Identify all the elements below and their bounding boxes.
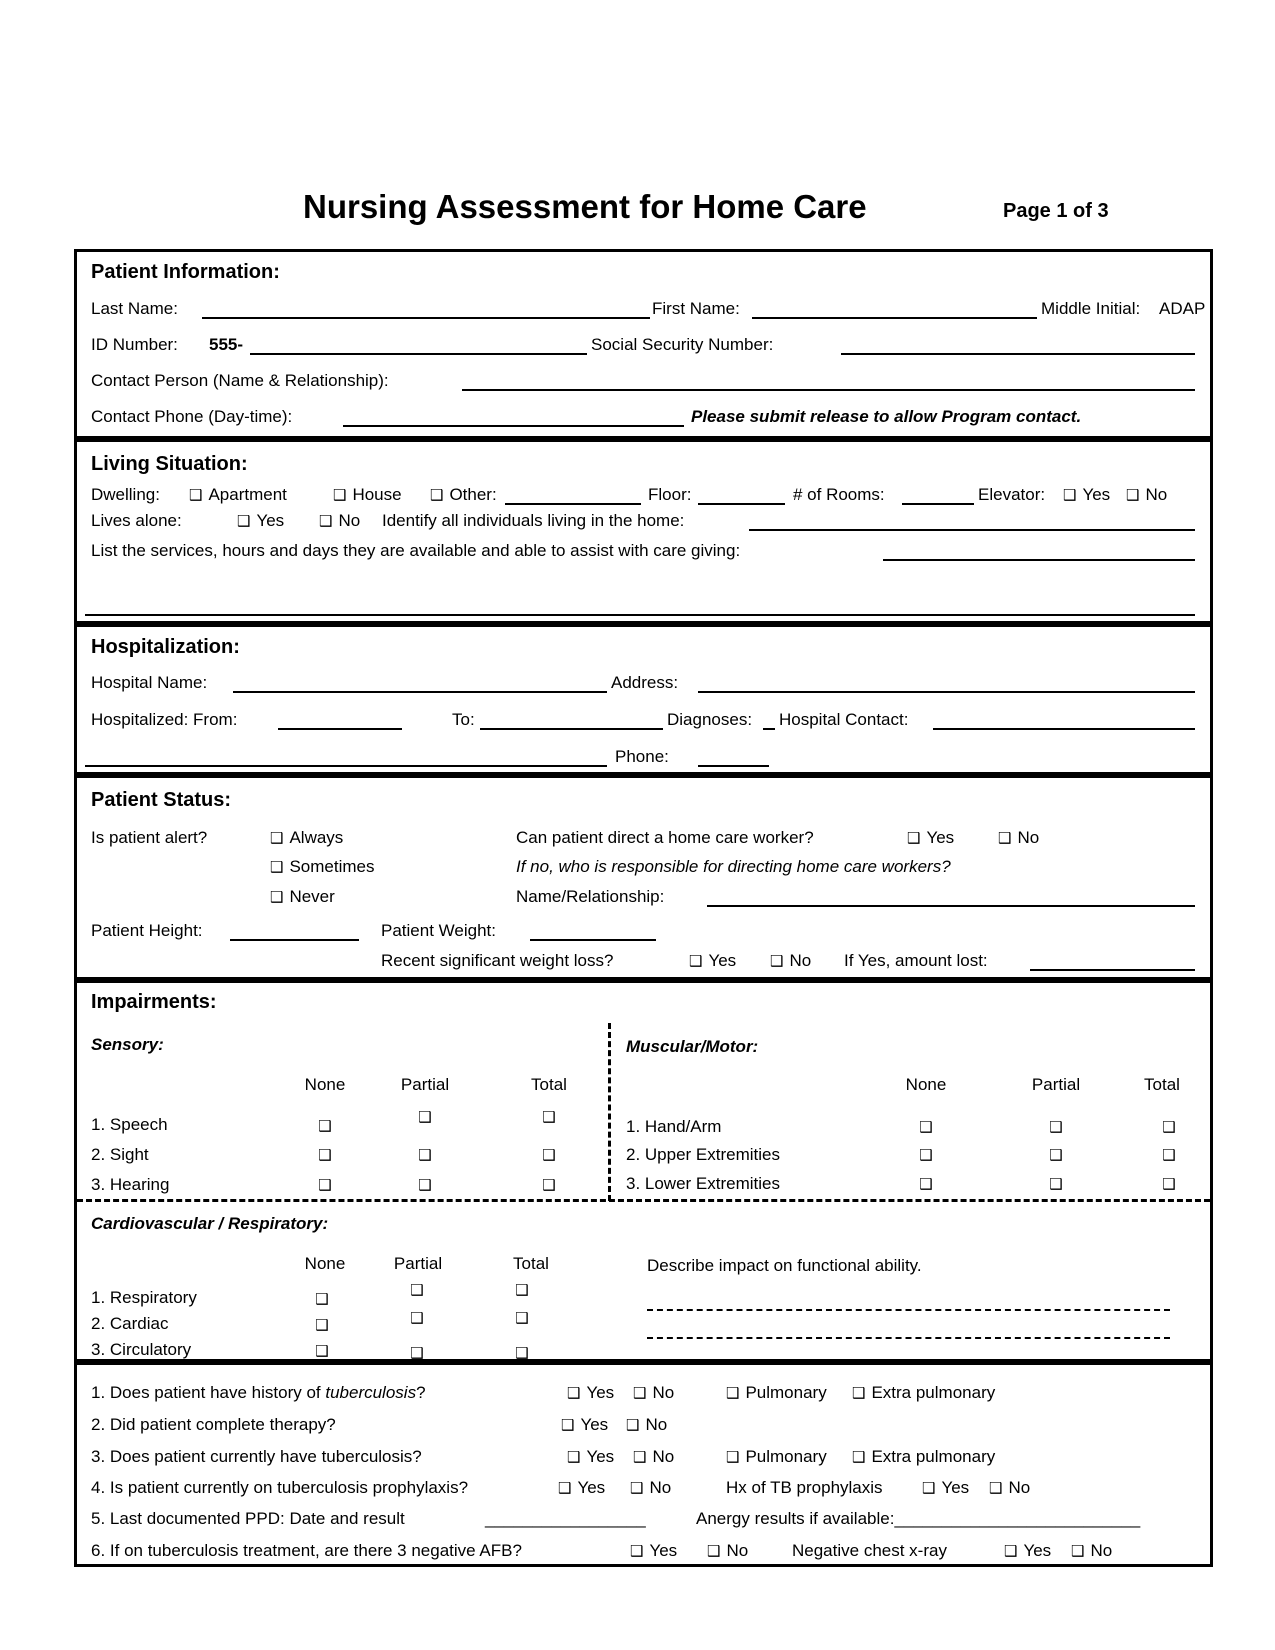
checkbox-icon[interactable]: ❑ — [770, 952, 784, 970]
checkbox-icon[interactable]: ❑ — [907, 829, 921, 847]
checkbox-house[interactable] — [333, 484, 402, 506]
checkbox-icon[interactable]: ❑ — [726, 1384, 740, 1402]
checkbox-elevator-no[interactable] — [1126, 484, 1167, 506]
checkbox-respiratory-partial[interactable]: ❑ — [410, 1281, 424, 1299]
id-number-prefix: 555- — [209, 335, 244, 354]
checkbox-q2-no[interactable] — [626, 1414, 667, 1436]
sensory-row-sight: 2. Sight — [91, 1145, 149, 1164]
page-indicator: Page 1 of 3 — [1003, 200, 1109, 222]
checkbox-q1-extra-pulmonary[interactable] — [852, 1382, 995, 1404]
no-label: No — [652, 1383, 675, 1402]
tb-q1: 1. Does patient have history of tuberculosis? — [91, 1383, 426, 1402]
last-name-label: Last Name: — [91, 299, 178, 318]
yes-label: Yes — [926, 828, 955, 847]
checkbox-q1-pulmonary[interactable] — [726, 1382, 827, 1404]
checkbox-icon[interactable]: ❑ — [430, 486, 444, 504]
describe-impact-label: Describe impact on functional ability. — [647, 1256, 922, 1275]
sensory-row-hearing: 3. Hearing — [91, 1175, 170, 1194]
checkbox-icon[interactable]: ❑ — [237, 512, 251, 530]
checkbox-hand-arm-partial[interactable]: ❑ — [1049, 1118, 1063, 1136]
muscular-col-partial: Partial — [1031, 1075, 1081, 1094]
sensory-heading: Sensory: — [91, 1035, 164, 1054]
hospital-contact-label: Hospital Contact: — [779, 710, 909, 729]
negative-xray-label: Negative chest x-ray — [792, 1541, 947, 1560]
patient-status-heading: Patient Status: — [91, 789, 232, 811]
anergy-results — [696, 1508, 1140, 1530]
checkbox-icon[interactable]: ❑ — [1126, 486, 1140, 504]
ppd-result-field[interactable]: _________________ — [485, 1509, 646, 1528]
section-patient-status — [74, 775, 1213, 980]
checkbox-icon[interactable]: ❑ — [558, 1479, 572, 1497]
checkbox-q4-no[interactable] — [630, 1477, 671, 1499]
first-name-label: First Name: — [652, 299, 740, 318]
yes-label: Yes — [256, 511, 285, 530]
checkbox-apartment[interactable] — [189, 484, 287, 506]
sensory-row-speech: 1. Speech — [91, 1115, 168, 1134]
yes-label: Yes — [649, 1541, 678, 1560]
checkbox-alert-never[interactable] — [270, 886, 335, 908]
hospital-contact-field[interactable] — [933, 728, 1195, 730]
checkbox-sight-none[interactable]: ❑ — [318, 1146, 332, 1164]
checkbox-q3-yes[interactable] — [567, 1446, 614, 1468]
elevator-label: Elevator: — [978, 485, 1046, 504]
checkbox-icon[interactable]: ❑ — [630, 1542, 644, 1560]
checkbox-direct-no[interactable] — [998, 827, 1039, 849]
checkbox-q6-no[interactable] — [707, 1540, 748, 1562]
last-name-field[interactable] — [202, 317, 650, 319]
ssn-field[interactable] — [841, 353, 1195, 355]
checkbox-cardiac-total[interactable]: ❑ — [515, 1309, 529, 1327]
checkbox-icon[interactable]: ❑ — [633, 1448, 647, 1466]
patient-information-heading: Patient Information: — [91, 261, 280, 283]
contact-person-field[interactable] — [462, 389, 1195, 391]
to-date-field[interactable] — [480, 728, 663, 730]
muscular-row-upper: 2. Upper Extremities — [626, 1145, 780, 1164]
no-label: No — [652, 1447, 675, 1466]
section-tuberculosis — [74, 1362, 1213, 1567]
checkbox-icon[interactable]: ❑ — [189, 486, 203, 504]
never-label: Never — [289, 887, 335, 906]
release-note: Please submit release to allow Program contact. — [691, 407, 1082, 426]
cardio-col-none: None — [304, 1254, 346, 1273]
tb-q6: 6. If on tuberculosis treatment, are there 3 negative AFB? — [91, 1541, 522, 1560]
no-label: No — [338, 511, 361, 530]
checkbox-icon[interactable]: ❑ — [852, 1448, 866, 1466]
pulmonary-label: Pulmonary — [745, 1383, 827, 1402]
identify-individuals-label: Identify all individuals living in the home: — [382, 511, 685, 530]
address-field[interactable] — [698, 691, 1195, 693]
checkbox-xray-no[interactable] — [1071, 1540, 1112, 1562]
id-number-field[interactable] — [250, 353, 587, 355]
checkbox-icon[interactable]: ❑ — [1004, 1542, 1018, 1560]
subsection-divider — [77, 1199, 1210, 1202]
muscular-col-none: None — [905, 1075, 947, 1094]
hospital-name-field[interactable] — [233, 691, 607, 693]
cardio-row-circulatory: 3. Circulatory — [91, 1340, 192, 1359]
checkbox-other-dwelling[interactable] — [430, 484, 497, 506]
checkbox-cardiac-partial[interactable]: ❑ — [410, 1309, 424, 1327]
yes-label: Yes — [580, 1415, 609, 1434]
tb-q3: 3. Does patient currently have tuberculosis? — [91, 1447, 422, 1466]
yes-label: Yes — [1082, 485, 1111, 504]
checkbox-elevator-yes[interactable] — [1063, 484, 1110, 506]
checkbox-respiratory-none[interactable]: ❑ — [315, 1290, 329, 1308]
weight-loss-label: Recent significant weight loss? — [381, 951, 614, 970]
direct-worker-label: Can patient direct a home care worker? — [516, 828, 814, 847]
checkbox-icon[interactable]: ❑ — [689, 952, 703, 970]
contact-phone-label: Contact Phone (Day-time): — [91, 407, 293, 426]
checkbox-direct-yes[interactable] — [907, 827, 954, 849]
checkbox-hx-no[interactable] — [989, 1477, 1030, 1499]
extra-pulmonary-label: Extra pulmonary — [871, 1383, 996, 1402]
no-label: No — [789, 951, 812, 970]
checkbox-icon[interactable]: ❑ — [626, 1416, 640, 1434]
middle-initial-value: ADAP — [1159, 299, 1206, 318]
cardio-col-partial: Partial — [393, 1254, 443, 1273]
sensory-col-partial: Partial — [400, 1075, 450, 1094]
checkbox-circulatory-none[interactable]: ❑ — [315, 1342, 329, 1360]
hx-tb-prophylaxis-label: Hx of TB prophylaxis — [726, 1478, 883, 1497]
checkbox-icon[interactable]: ❑ — [630, 1479, 644, 1497]
cardio-row-cardiac: 2. Cardiac — [91, 1314, 169, 1333]
checkbox-cardiac-none[interactable]: ❑ — [315, 1316, 329, 1334]
checkbox-upper-total[interactable]: ❑ — [1162, 1146, 1176, 1164]
form-title: Nursing Assessment for Home Care — [303, 188, 867, 225]
section-patient-information — [74, 249, 1213, 439]
impact-field-1[interactable] — [647, 1309, 1170, 1311]
no-label: No — [1008, 1478, 1031, 1497]
rooms-field[interactable] — [902, 503, 974, 505]
checkbox-lower-partial[interactable]: ❑ — [1049, 1175, 1063, 1193]
sometimes-label: Sometimes — [289, 857, 375, 876]
checkbox-alert-sometimes[interactable] — [270, 856, 374, 878]
first-name-field[interactable] — [752, 317, 1037, 319]
middle-initial-label: Middle Initial: — [1041, 299, 1141, 318]
cardio-col-total: Total — [513, 1254, 549, 1273]
checkbox-icon[interactable]: ❑ — [333, 486, 347, 504]
checkbox-q6-yes[interactable] — [630, 1540, 677, 1562]
services-field-1[interactable] — [883, 559, 1195, 561]
checkbox-icon[interactable]: ❑ — [567, 1384, 581, 1402]
name-relationship-field[interactable] — [707, 905, 1195, 907]
impairments-heading: Impairments: — [91, 991, 217, 1013]
section-living-situation — [74, 439, 1213, 624]
amount-lost-field[interactable] — [1030, 969, 1195, 971]
from-date-field[interactable] — [278, 728, 402, 730]
phone-label: Phone: — [615, 747, 669, 766]
name-relationship-label: Name/Relationship: — [516, 887, 665, 906]
living-situation-heading: Living Situation: — [91, 453, 248, 475]
muscular-row-lower: 3. Lower Extremities — [626, 1174, 780, 1193]
checkbox-q2-yes[interactable] — [561, 1414, 608, 1436]
form-body — [74, 249, 1213, 1567]
contact-person-label: Contact Person (Name & Relationship): — [91, 371, 389, 390]
checkbox-hearing-partial[interactable]: ❑ — [418, 1176, 432, 1194]
checkbox-icon[interactable]: ❑ — [567, 1448, 581, 1466]
sensory-col-total: Total — [531, 1075, 567, 1094]
patient-height-label: Patient Height: — [91, 921, 203, 940]
cardio-heading: Cardiovascular / Respiratory: — [91, 1214, 329, 1233]
checkbox-icon[interactable]: ❑ — [319, 512, 333, 530]
anergy-field[interactable]: __________________________ — [894, 1509, 1141, 1528]
checkbox-icon[interactable]: ❑ — [561, 1416, 575, 1434]
other-label: Other: — [449, 485, 497, 504]
checkbox-lower-none[interactable]: ❑ — [919, 1175, 933, 1193]
muscular-col-total: Total — [1144, 1075, 1180, 1094]
anergy-label: Anergy results if available: — [696, 1509, 895, 1528]
checkbox-hand-arm-none[interactable]: ❑ — [919, 1118, 933, 1136]
checkbox-weight-loss-yes[interactable] — [689, 950, 736, 972]
patient-weight-field[interactable] — [530, 939, 656, 941]
impact-field-2[interactable] — [647, 1337, 1170, 1339]
checkbox-lives-alone-yes[interactable] — [237, 510, 284, 532]
section-hospitalization — [74, 624, 1213, 775]
other-dwelling-field[interactable] — [505, 503, 641, 505]
checkbox-q3-extra-pulmonary[interactable] — [852, 1446, 995, 1468]
checkbox-icon[interactable]: ❑ — [707, 1542, 721, 1560]
checkbox-icon[interactable]: ❑ — [633, 1384, 647, 1402]
muscular-heading: Muscular/Motor: — [626, 1037, 759, 1056]
yes-label: Yes — [577, 1478, 606, 1497]
checkbox-q3-pulmonary[interactable] — [726, 1446, 827, 1468]
checkbox-icon[interactable]: ❑ — [998, 829, 1012, 847]
section-impairments — [74, 980, 1213, 1362]
no-label: No — [1145, 485, 1168, 504]
checkbox-icon[interactable]: ❑ — [270, 829, 284, 847]
no-label: No — [1090, 1541, 1113, 1560]
checkbox-speech-none[interactable]: ❑ — [318, 1117, 332, 1135]
checkbox-alert-always[interactable] — [270, 827, 343, 849]
no-label: No — [649, 1478, 672, 1497]
tb-q5: 5. Last documented PPD: Date and result — [91, 1509, 405, 1528]
checkbox-q1-no[interactable] — [633, 1382, 674, 1404]
patient-height-field[interactable] — [230, 939, 359, 941]
contact-phone-field[interactable] — [343, 425, 684, 427]
checkbox-hearing-none[interactable]: ❑ — [318, 1176, 332, 1194]
checkbox-sight-total[interactable]: ❑ — [542, 1146, 556, 1164]
checkbox-icon[interactable]: ❑ — [270, 858, 284, 876]
extra-pulmonary-label: Extra pulmonary — [871, 1447, 996, 1466]
apartment-label: Apartment — [208, 485, 287, 504]
column-divider — [608, 1023, 611, 1201]
hospital-name-label: Hospital Name: — [91, 673, 208, 692]
cardio-row-respiratory: 1. Respiratory — [91, 1288, 197, 1307]
checkbox-icon[interactable]: ❑ — [1071, 1542, 1085, 1560]
address-label: Address: — [611, 673, 679, 692]
always-label: Always — [289, 828, 344, 847]
floor-field[interactable] — [698, 503, 785, 505]
rooms-label: # of Rooms: — [793, 485, 885, 504]
house-label: House — [352, 485, 402, 504]
checkbox-icon[interactable]: ❑ — [726, 1448, 740, 1466]
services-label: List the services, hours and days they are available and able to assist with care giving: — [91, 541, 741, 560]
yes-label: Yes — [941, 1478, 970, 1497]
no-label: No — [1017, 828, 1040, 847]
diagnoses-label: Diagnoses: — [667, 710, 753, 729]
lives-alone-label: Lives alone: — [91, 511, 182, 530]
checkbox-icon[interactable]: ❑ — [989, 1479, 1003, 1497]
no-label: No — [726, 1541, 749, 1560]
checkbox-circulatory-total[interactable]: ❑ — [515, 1344, 529, 1362]
no-label: No — [645, 1415, 668, 1434]
checkbox-icon[interactable]: ❑ — [922, 1479, 936, 1497]
amount-lost-label: If Yes, amount lost: — [844, 951, 988, 970]
services-field-2[interactable] — [85, 614, 1195, 616]
checkbox-upper-partial[interactable]: ❑ — [1049, 1146, 1063, 1164]
muscular-row-hand-arm: 1. Hand/Arm — [626, 1117, 722, 1136]
checkbox-speech-total[interactable]: ❑ — [542, 1108, 556, 1126]
checkbox-q1-yes[interactable] — [567, 1382, 614, 1404]
checkbox-icon[interactable]: ❑ — [270, 888, 284, 906]
checkbox-respiratory-total[interactable]: ❑ — [515, 1281, 529, 1299]
ssn-label: Social Security Number: — [591, 335, 774, 354]
tb-q4: 4. Is patient currently on tuberculosis prophylaxis? — [91, 1478, 469, 1497]
floor-label: Floor: — [648, 485, 692, 504]
checkbox-q4-yes[interactable] — [558, 1477, 605, 1499]
checkbox-hand-arm-total[interactable]: ❑ — [1162, 1118, 1176, 1136]
checkbox-lives-alone-no[interactable] — [319, 510, 360, 532]
checkbox-hx-yes[interactable] — [922, 1477, 969, 1499]
id-number-label: ID Number: — [91, 335, 178, 354]
checkbox-icon[interactable]: ❑ — [852, 1384, 866, 1402]
checkbox-lower-total[interactable]: ❑ — [1162, 1175, 1176, 1193]
if-no-question: If no, who is responsible for directing home care workers? — [516, 857, 951, 876]
tb-q2: 2. Did patient complete therapy? — [91, 1415, 336, 1434]
yes-label: Yes — [1023, 1541, 1052, 1560]
pulmonary-label: Pulmonary — [745, 1447, 827, 1466]
checkbox-sight-partial[interactable]: ❑ — [418, 1146, 432, 1164]
tuberculosis-italic: tuberculosis — [325, 1383, 417, 1402]
patient-weight-label: Patient Weight: — [381, 921, 496, 940]
diagnoses-continued-field[interactable] — [85, 765, 607, 767]
diagnoses-field[interactable] — [763, 728, 775, 730]
checkbox-xray-yes[interactable] — [1004, 1540, 1051, 1562]
phone-field[interactable] — [698, 765, 769, 767]
checkbox-upper-none[interactable]: ❑ — [919, 1146, 933, 1164]
alert-label: Is patient alert? — [91, 828, 208, 847]
hospitalization-heading: Hospitalization: — [91, 636, 240, 658]
yes-label: Yes — [708, 951, 737, 970]
yes-label: Yes — [586, 1447, 615, 1466]
dwelling-label: Dwelling: — [91, 485, 160, 504]
checkbox-icon[interactable]: ❑ — [1063, 486, 1077, 504]
hospitalized-from-label: Hospitalized: From: — [91, 710, 238, 729]
sensory-col-none: None — [304, 1075, 346, 1094]
to-label: To: — [452, 710, 475, 729]
checkbox-speech-partial[interactable]: ❑ — [418, 1108, 432, 1126]
checkbox-weight-loss-no[interactable] — [770, 950, 811, 972]
checkbox-circulatory-partial[interactable]: ❑ — [410, 1344, 424, 1362]
checkbox-hearing-total[interactable]: ❑ — [542, 1176, 556, 1194]
yes-label: Yes — [586, 1383, 615, 1402]
checkbox-q3-no[interactable] — [633, 1446, 674, 1468]
individuals-field[interactable] — [749, 529, 1195, 531]
